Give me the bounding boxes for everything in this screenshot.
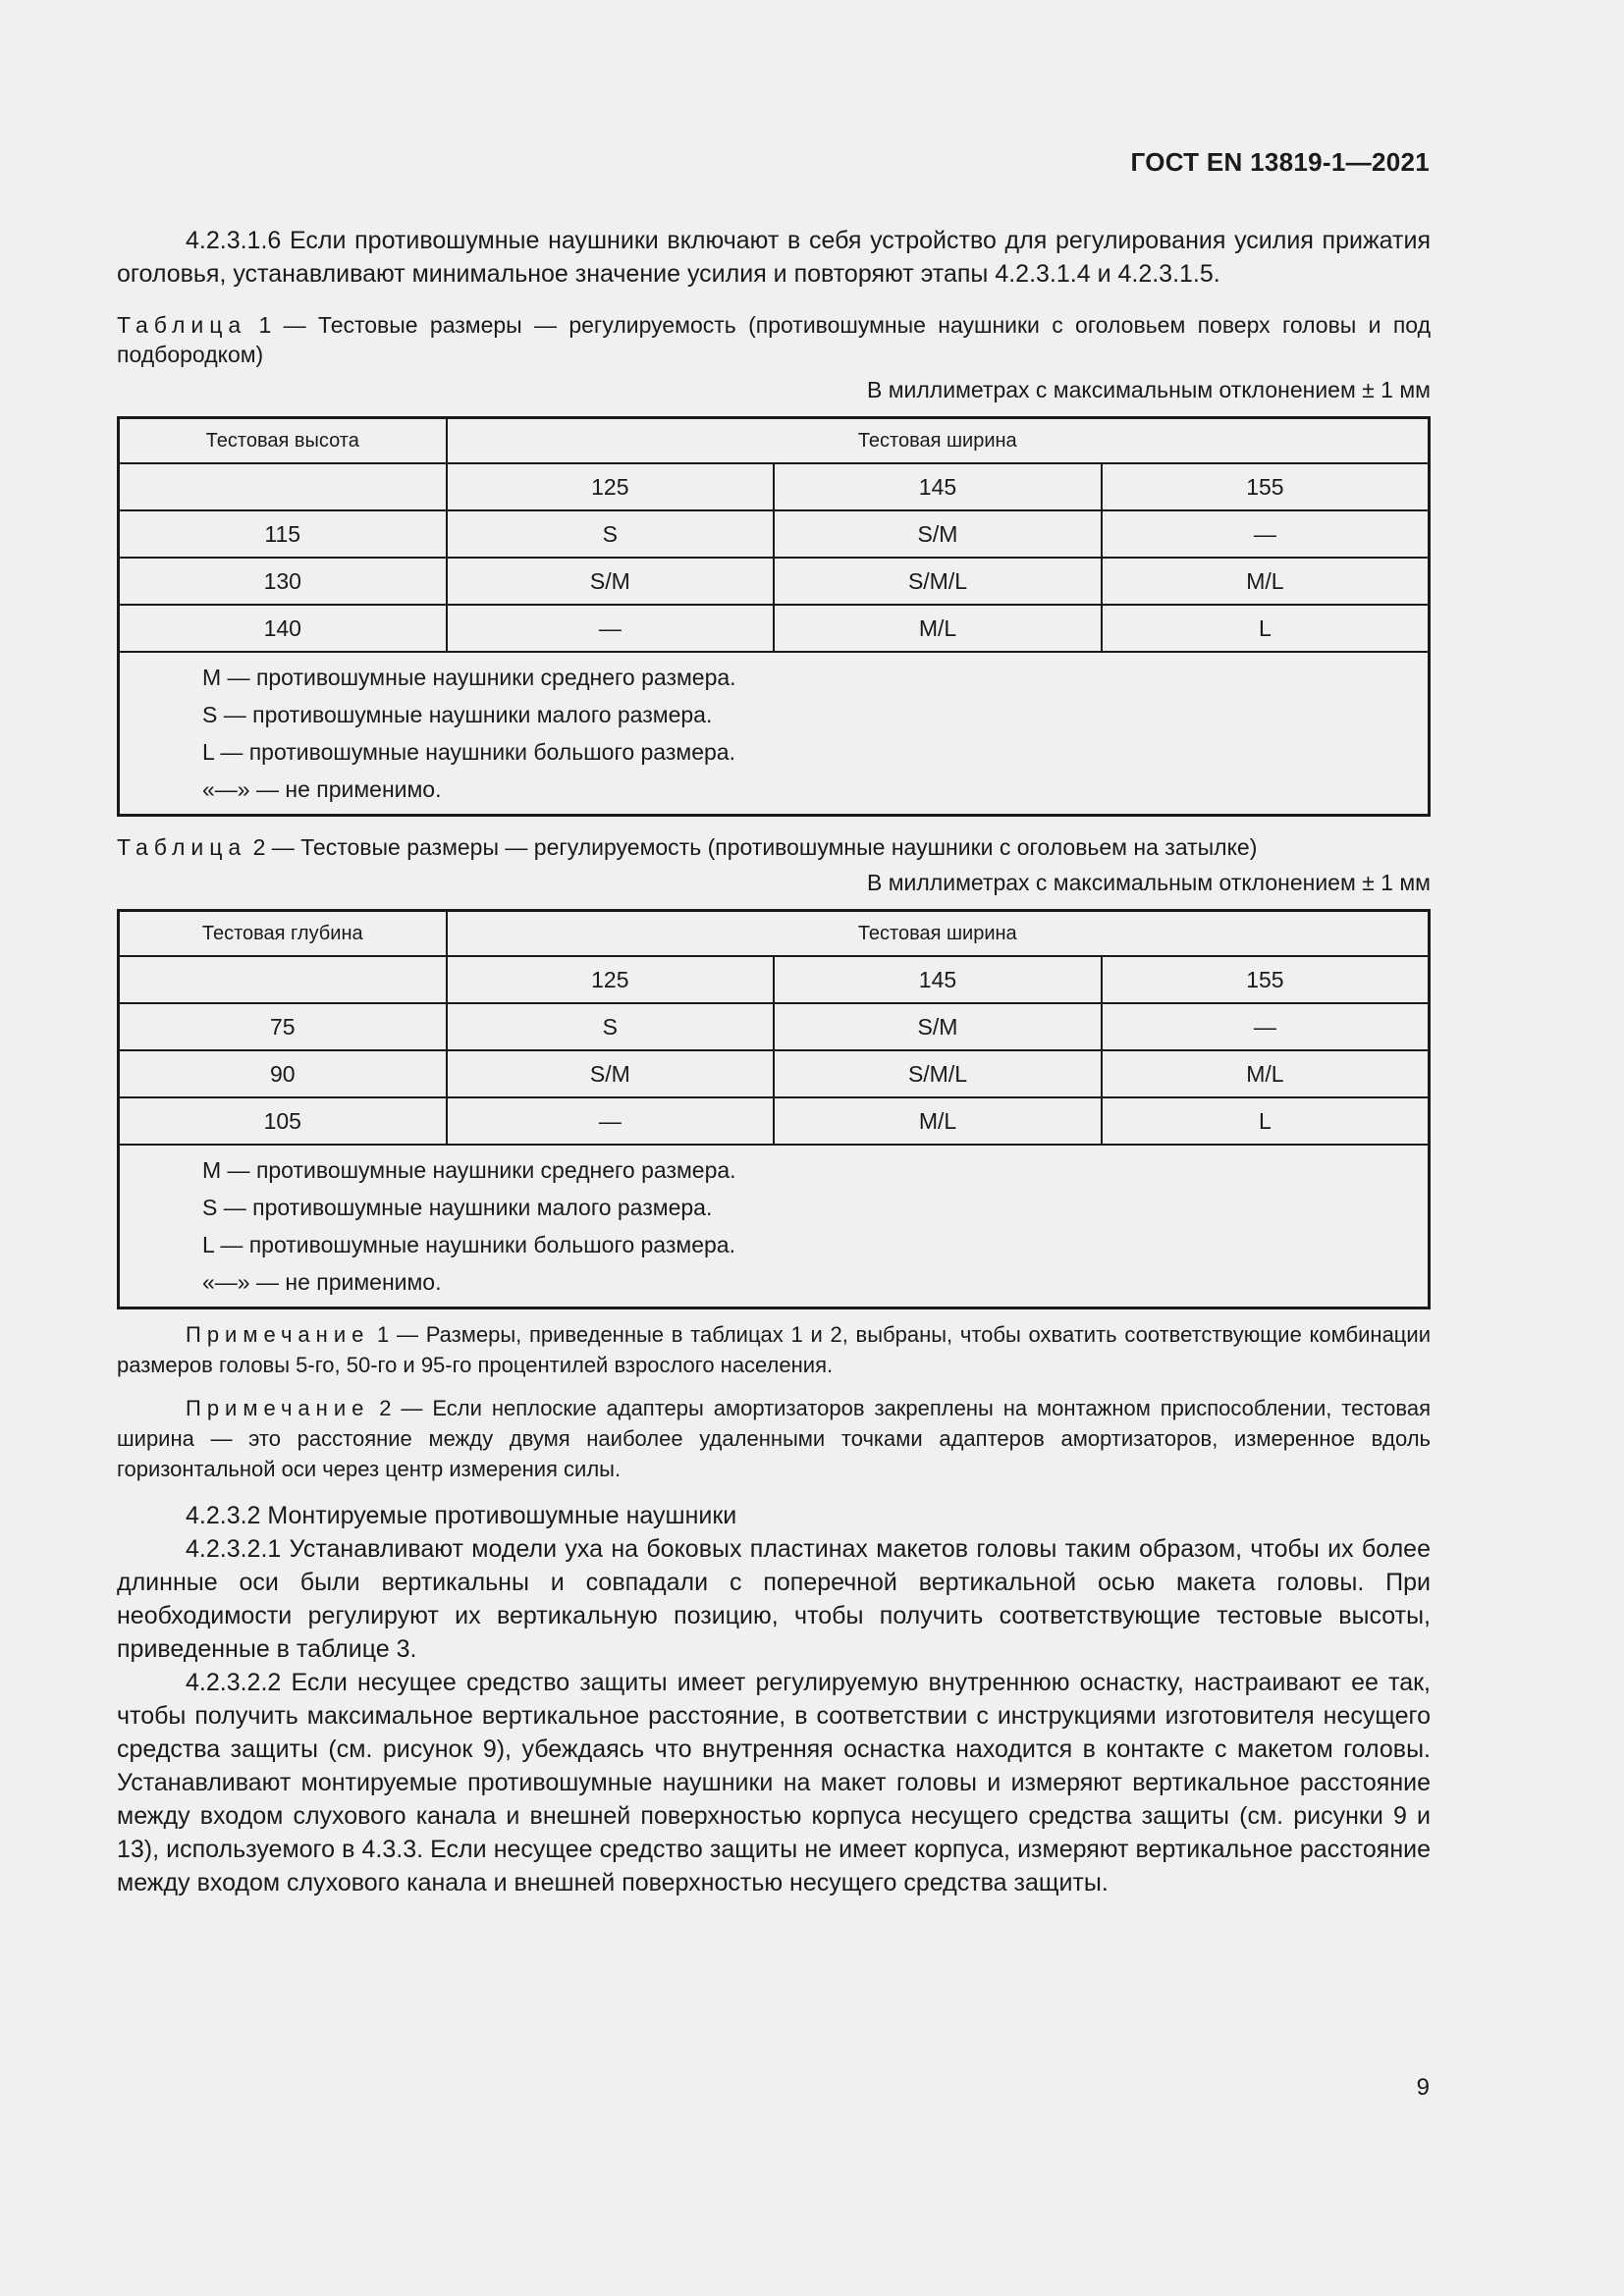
table1-caption-text: 1 — Тестовые размеры — регулируемость (противошумные наушники с оголовьем поверх головы и под подбородком) xyxy=(117,312,1431,367)
table2-width-header: 125 xyxy=(447,956,775,1003)
table2-cell: L xyxy=(1102,1097,1430,1145)
table2-col-header: Тестовая ширина xyxy=(447,911,1430,957)
table2-empty-cell xyxy=(119,956,447,1003)
table2-cell: S/M xyxy=(774,1003,1102,1050)
table1-col-header: Тестовая ширина xyxy=(447,418,1430,464)
legend-line: S — противошумные наушники малого размера. xyxy=(202,702,713,727)
table2-row-header: Тестовая глубина xyxy=(119,911,447,957)
table2-cell: S/M xyxy=(447,1050,775,1097)
table1-row xyxy=(119,558,1430,605)
note-1 xyxy=(117,1319,1431,1380)
table2-cell: — xyxy=(1102,1003,1430,1050)
table2-cell: S/M/L xyxy=(774,1050,1102,1097)
table1-width-header: 145 xyxy=(774,463,1102,510)
table2-row-label: 75 xyxy=(119,1003,447,1050)
table1-cell: S/M xyxy=(447,558,775,605)
table2-caption-label: Таблица xyxy=(117,834,247,860)
note-1-label: Примечание xyxy=(186,1322,370,1347)
table2-caption xyxy=(117,832,1431,862)
table2-cell: M/L xyxy=(1102,1050,1430,1097)
table2-legend xyxy=(119,1145,1430,1308)
legend-line: «—» — не применимо. xyxy=(202,1269,442,1295)
paragraph-4-2-3-2-1: 4.2.3.2.1 Устанавливают модели уха на боковых пластинах макетов головы таким образом, чтобы их более длинные оси были вертикальны и совпадали с поперечной вертикальной осью макета головы. При необходимости регулируют их вертикальную позицию, чтобы получить соответствующие тестовые высоты, приведенные в таблице 3. xyxy=(117,1535,1431,1663)
table1-cell: S/M/L xyxy=(774,558,1102,605)
note-2-text: 2 — Если неплоские адаптеры амортизаторов закреплены на монтажном приспособлении, тестовая ширина — это расстояние между двумя наиболее удаленными точками адаптеров амортизаторов, измеренное вдоль горизонтальной оси через центр измерения силы. xyxy=(117,1396,1431,1481)
legend-line: L — противошумные наушники большого размера. xyxy=(202,739,735,765)
table2-cell: M/L xyxy=(774,1097,1102,1145)
table1-cell: — xyxy=(447,605,775,652)
paragraph-4-2-3-1-6: 4.2.3.1.6 Если противошумные наушники включают в себя устройство для регулирования усилия прижатия оголовья, устанавливают минимальное значение усилия и повторяют этапы 4.2.3.1.4 и 4.2.3.1.5. xyxy=(117,227,1431,288)
table1-row-label: 130 xyxy=(119,558,447,605)
table1-row-header: Тестовая высота xyxy=(119,418,447,464)
table1-legend xyxy=(119,652,1430,816)
table1-empty-cell xyxy=(119,463,447,510)
table2-width-header: 155 xyxy=(1102,956,1430,1003)
table1-width-header: 155 xyxy=(1102,463,1430,510)
table1-caption xyxy=(117,310,1431,369)
table2-width-header: 145 xyxy=(774,956,1102,1003)
table1-row xyxy=(119,510,1430,558)
table1-row-label: 115 xyxy=(119,510,447,558)
section-4-2-3-2-title: 4.2.3.2 Монтируемые противошумные наушники xyxy=(186,1502,737,1529)
table2-row xyxy=(119,1097,1430,1145)
table1-units: В миллиметрах с максимальным отклонением ± 1 мм xyxy=(866,377,1431,402)
legend-line: «—» — не применимо. xyxy=(202,776,442,802)
page-number: 9 xyxy=(1416,2074,1430,2101)
paragraph-4-2-3-2-2: 4.2.3.2.2 Если несущее средство защиты имеет регулируемую внутреннюю оснастку, настраивают ее так, чтобы получить максимальное вертикальное расстояние, в соответствии с инструкциями изготовителя несущего средства защиты (см. рисунок 9), убеждаясь что внутренняя оснастка находится в контакте с макетом головы. Устанавливают монтируемые противошумные наушники на макет головы и измеряют вертикальное расстояние между входом слухового канала и внешней поверхностью корпуса несущего средства защиты (см. рисунки 9 и 13), используемого в 4.3.3. Если несущее средство защиты не имеет корпуса, измеряют вертикальное расстояние между входом слухового канала и внешней поверхностью несущего средства защиты. xyxy=(117,1669,1431,1896)
table1-cell: S/M xyxy=(774,510,1102,558)
note-1-text: 1 — Размеры, приведенные в таблицах 1 и 2, выбраны, чтобы охватить соответствующие комбинации размеров головы 5-го, 50-го и 95-го процентилей взрослого населения. xyxy=(117,1322,1431,1377)
table2-cell: — xyxy=(447,1097,775,1145)
table2-row xyxy=(119,1050,1430,1097)
document-code: ГОСТ EN 13819-1—2021 xyxy=(1130,147,1430,177)
table1 xyxy=(117,416,1431,817)
note-2-label: Примечание xyxy=(186,1396,370,1420)
legend-line: L — противошумные наушники большого размера. xyxy=(202,1232,735,1257)
table2-row-label: 105 xyxy=(119,1097,447,1145)
legend-line: M — противошумные наушники среднего размера. xyxy=(202,665,736,690)
table2 xyxy=(117,909,1431,1309)
table1-row xyxy=(119,605,1430,652)
table1-cell: — xyxy=(1102,510,1430,558)
legend-line: M — противошумные наушники среднего размера. xyxy=(202,1157,736,1183)
table1-cell: L xyxy=(1102,605,1430,652)
table1-row-label: 140 xyxy=(119,605,447,652)
table2-row-label: 90 xyxy=(119,1050,447,1097)
table2-caption-text: 2 — Тестовые размеры — регулируемость (противошумные наушники с оголовьем на затылке) xyxy=(246,834,1258,860)
table1-caption-label: Таблица xyxy=(117,312,247,338)
table1-cell: M/L xyxy=(774,605,1102,652)
table2-row xyxy=(119,1003,1430,1050)
page-content xyxy=(117,224,1431,1899)
table1-width-header: 125 xyxy=(447,463,775,510)
note-2 xyxy=(117,1393,1431,1484)
legend-line: S — противошумные наушники малого размера. xyxy=(202,1195,713,1220)
table1-cell: S xyxy=(447,510,775,558)
table2-units: В миллиметрах с максимальным отклонением ± 1 мм xyxy=(866,870,1431,895)
table1-cell: M/L xyxy=(1102,558,1430,605)
table2-cell: S xyxy=(447,1003,775,1050)
